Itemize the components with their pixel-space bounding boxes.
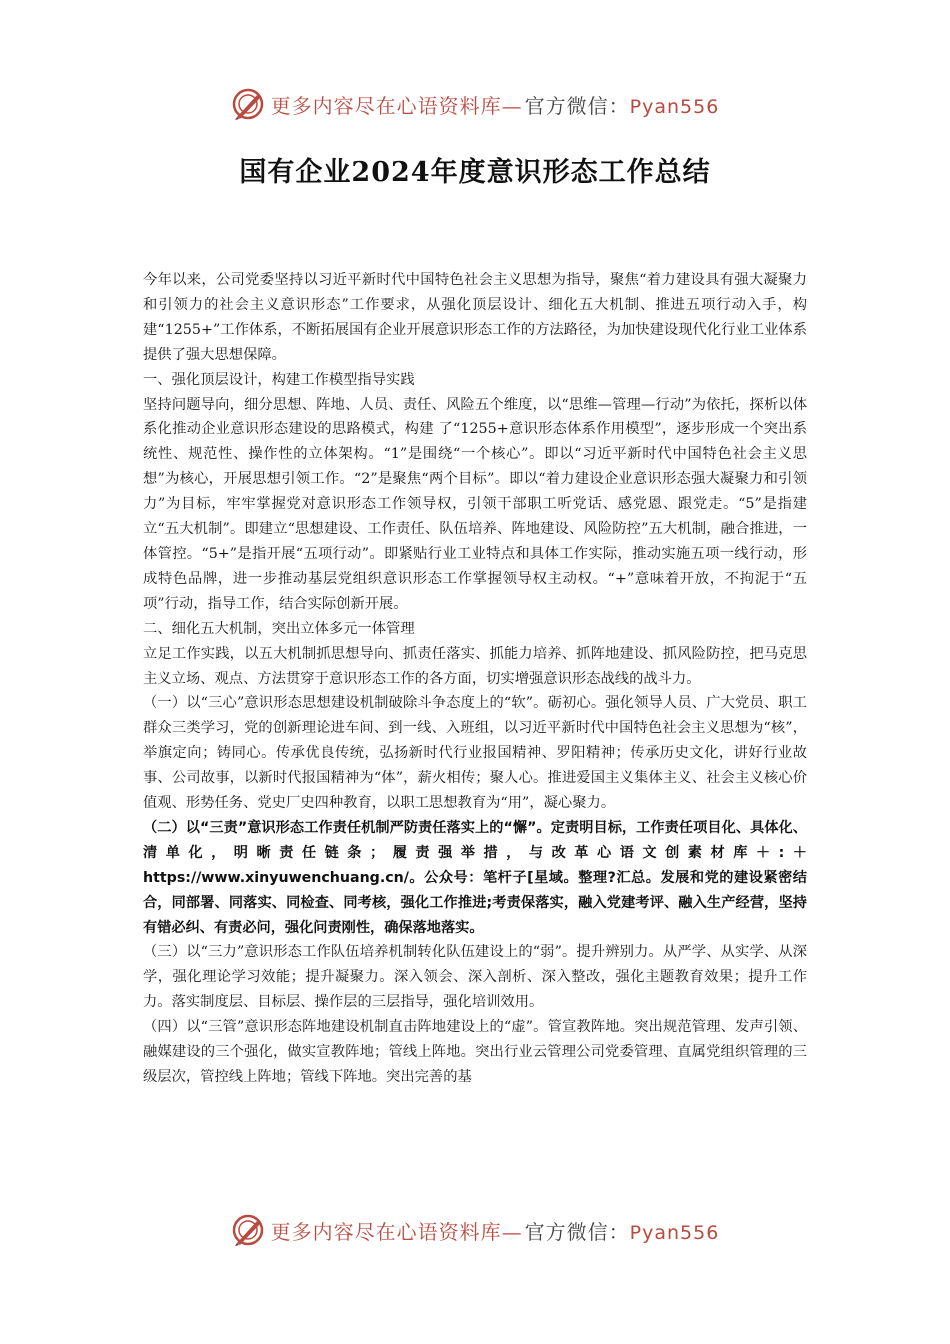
document-title: 国有企业2024年度意识形态工作总结 [239,157,711,188]
section-heading-1: 一、强化顶层设计，构建工作模型指导实践 [143,371,415,388]
watermark-text: 更多内容尽在心语资料库— 官方微信：Pyan556 [270,93,720,118]
section-heading-2: 二、细化五大机制，突出立体多元一体管理 [143,620,415,637]
bottom-watermark-banner [0,1210,950,1250]
section-1-paragraph: 坚持问题导向，细分思想、阵地、人员、责任、风险五个维度，以“思维—管理—行动”为依托，探析以体系化推动企业意识形态建设的思路模式，构建 了“1255+意识形态体系作用模型”，逐步形成一个突出系统性、规范性、操作性的立体架构。“1”是围绕“一个核心”。即以“习近平新时代中国特色社会主义思想”为核心，开展思想引领工作。“2”是聚焦“两个目标”。即以“着力建设企业意识形态强大凝聚力和引领力”为目标，牢牢掌握党对意识形态工作领导权，引领干部职工听党话、感党恩、跟党走。“5”是指建立“五大机制”。即建立“思想建设、工作责任、队伍培养、阵地建设、风险防控”五大机制，融合推进，一体管控。“5+”是指开展“五项行动”。即紧贴行业工业特点和具体工作实际，推动实施五项一线行动，形成特色品牌，进一步推动基层党组织意识形态工作掌握领导权主动权。“+”意味着开放，不拘泥于“五项”行动，指导工作，结合实际创新开展。 [143,396,807,612]
subsection-4-paragraph: （四）以“三管”意识形态阵地建设机制直击阵地建设上的“虚”。管宣教阵地。突出规范管理、发声引领、融媒建设的三个强化，做实宣教阵地；管线上阵地。突出行业云管理公司党委管理、直属党组织管理的三级层次，管控线上阵地；管线下阵地。突出完善的基 [143,1019,807,1085]
pen-logo-icon [231,87,265,121]
pen-logo-icon [231,1213,265,1247]
top-watermark-banner [0,84,950,124]
watermark-text: 更多内容尽在心语资料库— 官方微信：Pyan556 [270,1219,720,1244]
subsection-1-paragraph: （一）以“三心”意识形态思想建设机制破除斗争态度上的“软”。砺初心。强化领导人员、广大党员、职工群众三类学习，党的创新理论进车间、到一线、入班组，以习近平新时代中国特色社会主义思想为“核”，举旗定向；铸同心。传承优良传统，弘扬新时代行业报国精神、罗阳精神；传承历史文化，讲好行业故事、公司故事，以新时代报国精神为“体”，薪火相传；聚人心。推进爱国主义集体主义、社会主义核心价值观、形势任务、党史厂史四种教育，以职工思想教育为“用”，凝心聚力。 [143,695,807,812]
document-body [143,268,807,1090]
subsection-2-paragraph: （二）以“三责”意识形态工作责任机制严防责任落实上的“懈”。定责明目标，工作责任项目化、具体化、清单化，明晰责任链条；履责强举措，与改革心语文创素材库＋:＋https://www.xinyuwenchuang.cn/。公众号：笔杆子[星域。整理?汇总。发展和党的建设紧密结合，同部署、同落实、同检查、同考核，强化工作推进;考责保落实，融入党建考评、融入生产经营，坚持有错必纠、有责必问，强化问责刚性，确保落地落实。 [143,819,807,936]
section-2-intro-paragraph: 立足工作实践，以五大机制抓思想导向、抓责任落实、抓能力培养、抓阵地建设、抓风险防控，把马克思主义立场、观点、方法贯穿于意识形态工作的各方面，切实增强意识形态战线的战斗力。 [143,645,807,687]
subsection-3-paragraph: （三）以“三力”意识形态工作队伍培养机制转化队伍建设上的“弱”。提升辨别力。从严学、从实学、从深学，强化理论学习效能；提升凝聚力。深入领会、深入剖析、深入整改，强化主题教育效果；提升工作力。落实制度层、目标层、操作层的三层指导，强化培训效用。 [143,944,807,1011]
intro-paragraph: 今年以来，公司党委坚持以习近平新时代中国特色社会主义思想为指导，聚焦“着力建设具有强大凝聚力和引领力的社会主义意识形态”工作要求，从强化顶层设计、细化五大机制、推进五项行动入手，构建“1255+”工作体系，不断拓展国有企业开展意识形态工作的方法路径，为加快建设现代化行业工业体系提供了强大思想保障。 [143,272,807,363]
